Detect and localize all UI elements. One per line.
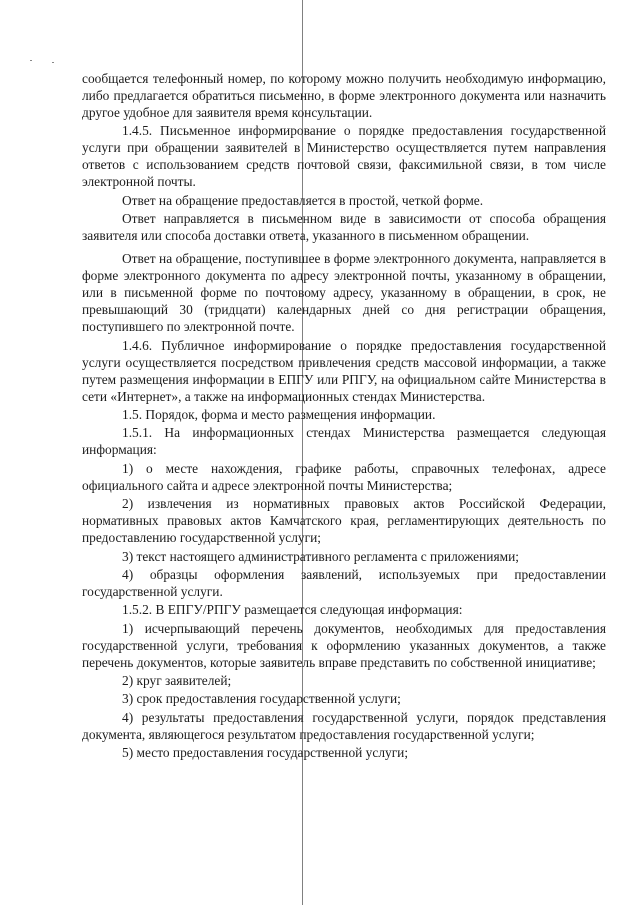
scan-speck — [52, 62, 54, 63]
paragraph-1-5-1: 1.5.1. На информационных стендах Министерства размещается следующая информация: — [82, 425, 606, 458]
paragraph-1-4-5: 1.4.5. Письменное информирование о порядке предоставления государственной услуги при обращении заявителей в Министерство осуществляется путем направления ответов с использованием средств почтовой связи, факсимильной связи, в том числе электронной почты. — [82, 123, 606, 190]
list-item-1-5-1-1: 1) о месте нахождения, графике работы, справочных телефонах, адресе официального сайта и адресе электронной почты Министерства; — [82, 460, 606, 493]
paragraph-1-5-2: 1.5.2. В ЕПГУ/РПГУ размещается следующая информация: — [122, 602, 463, 618]
list-item-1-5-2-2: 2) круг заявителей; — [122, 673, 232, 689]
list-item-1-5-2-4: 4) результаты предоставления государственной услуги, порядок представления документа, являющегося результатом предоставления государственной услуги; — [82, 709, 606, 742]
list-item-1-5-1-2: 2) извлечения из нормативных правовых актов Российской Федерации, нормативных правовых актов Камчатского края, регламентирующих деятельность по предоставлению государственной услуги; — [82, 496, 606, 546]
document-body — [82, 70, 606, 763]
list-item-1-5-1-3: 3) текст настоящего административного регламента с приложениями; — [122, 548, 519, 564]
list-item-1-5-2-1: 1) исчерпывающий перечень документов, необходимых для предоставления государственной услуги, требования к оформлению указанных документов, а также перечень документов, которые заявитель вправе представить по собственной инициативе; — [82, 620, 606, 670]
list-item-1-5-2-3: 3) срок предоставления государственной услуги; — [122, 691, 401, 707]
paragraph-electronic-answer: Ответ на обращение, поступившее в форме электронного документа, направляется в форме электронного документа по адресу электронной почты, указанному в обращении, или в письменной форме по почтовому адресу, указанному в обращении, в срок, не превышающий 30 (тридцати) календарных дней со дня регистрации обращения, поступившего по электронной почте. — [82, 251, 606, 335]
list-item-1-5-1-4: 4) образцы оформления заявлений, используемых при предоставлении государственной услуги. — [82, 566, 606, 599]
paragraph-1-5: 1.5. Порядок, форма и место размещения информации. — [122, 406, 436, 422]
scan-speck — [30, 60, 32, 61]
paragraph-continuation: сообщается телефонный номер, по которому можно получить необходимую информацию, либо предлагается обратиться письменно, в форме электронного документа или назначить другое удобное для заявителя время консультации. — [82, 71, 606, 120]
paragraph-answer-direction: Ответ направляется в письменном виде в зависимости от способа обращения заявителя или способа доставки ответа, указанного в письменном обращении. — [82, 211, 606, 244]
paragraph-1-4-6: 1.4.6. Публичное информирование о порядке предоставления государственной услуги осуществляется посредством привлечения средств массовой информации, а также путем размещения информации в ЕПГУ или РПГУ, на официальном сайте Министерства в сети «Интернет», а также на информационных стендах Министерства. — [82, 337, 606, 404]
paragraph-answer-form: Ответ на обращение предоставляется в простой, четкой форме. — [122, 192, 484, 208]
list-item-1-5-2-5: 5) место предоставления государственной услуги; — [122, 745, 409, 761]
